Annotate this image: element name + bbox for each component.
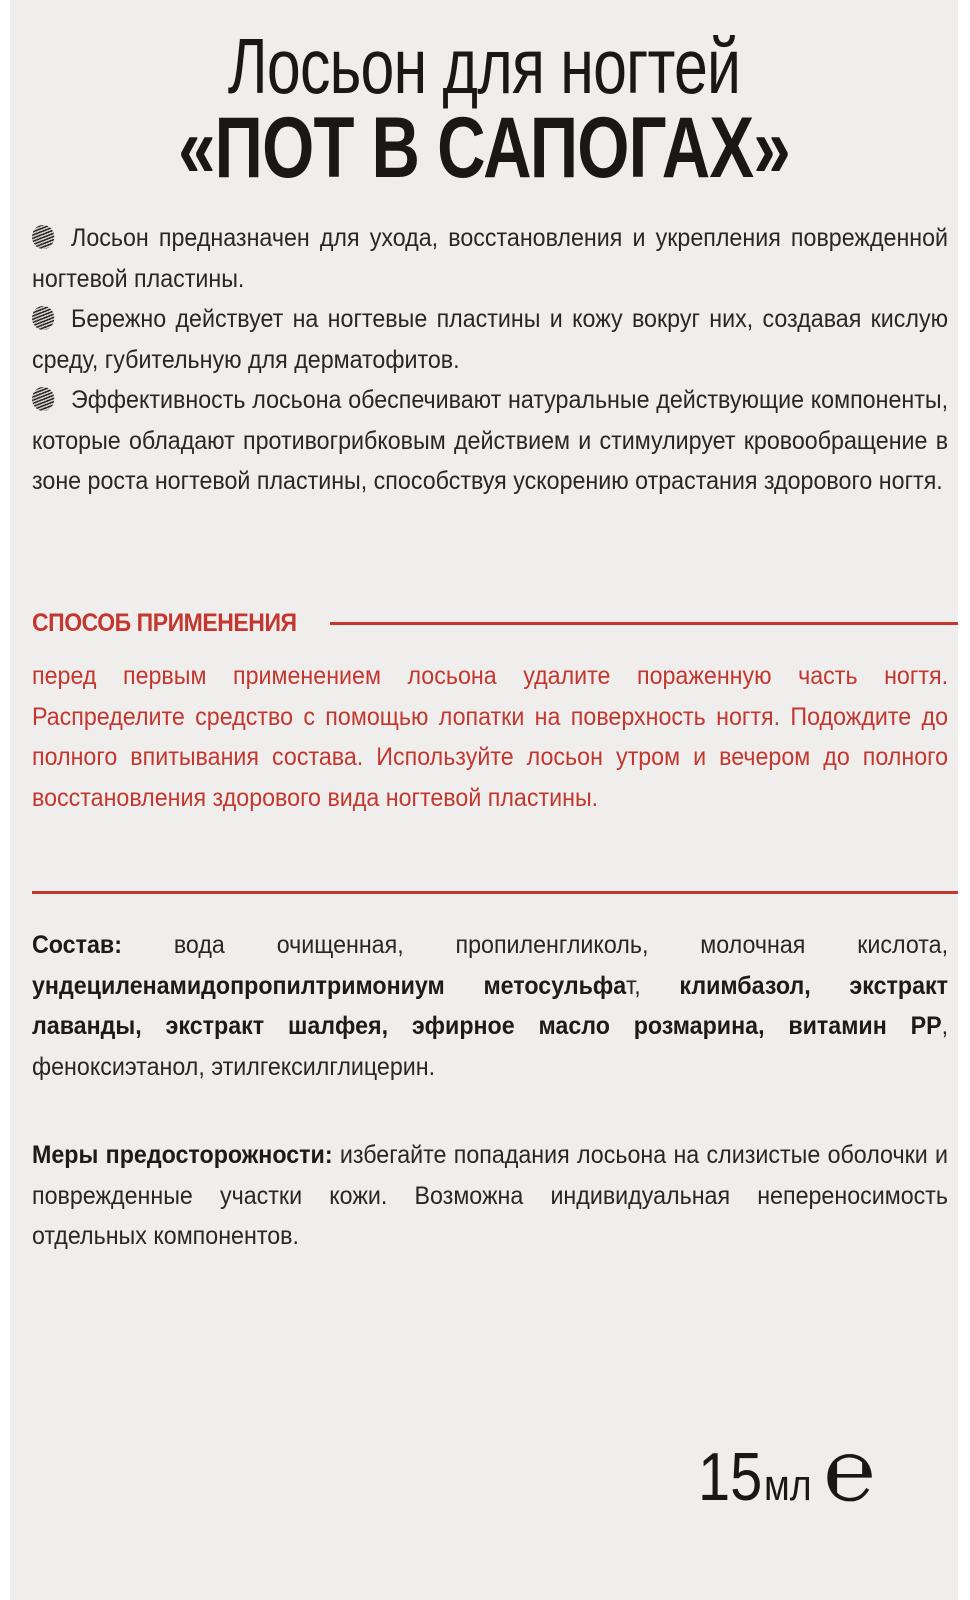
composition: Состав: вода очищенная, пропиленгликоль, молочная кислота, ундециленамидопропилтримониум метосульфат, климбазол, экстракт лаванды, экстракт шалфея, эфирное масло розмарина, витамин PP, феноксиэтанол, этилгексилглицерин. (32, 931, 949, 1081)
hatched-circle-bullet-icon (32, 387, 54, 411)
usage-heading-label: СПОСОБ ПРИМЕНЕНИЯ (32, 608, 297, 637)
estimated-sign-icon: ℮ (823, 1421, 876, 1521)
label-panel (10, 0, 958, 1600)
product-title-line1: Лосьон для ногтей (227, 22, 741, 110)
precautions: Меры предосторожности: избегайте попадания лосьона на слизистые оболочки и поврежденные участки кожи. Возможна индивидуальная непереносимость отдельных компонентов. (32, 1141, 949, 1250)
description-bullet-3: Эффективность лосьона обеспечивают натуральные действующие компоненты, которые обладают противогрибковым действием и стимулирует кровообращение в зоне роста ногтевой пластины, способствуя ускорению отрастания здорового ногтя. (32, 386, 949, 495)
heading-rule (330, 622, 958, 625)
volume-mark (698, 1421, 876, 1521)
description-bullet-1: Лосьон предназначен для ухода, восстановления и укрепления поврежденной ногтевой пластины. (32, 224, 949, 293)
usage-text: перед первым применением лосьона удалите пораженную часть ногтя. Распределите средство с помощью лопатки на поверхность ногтя. Подождите до полного впитывания состава. Используйте лосьон утром и вечером до полного восстановления здорового вида ногтевой пластины. (32, 662, 949, 812)
hatched-circle-bullet-icon (32, 225, 54, 249)
description-bullet-2: Бережно действует на ногтевые пластины и кожу вокруг них, создавая кислую среду, губительную для дерматофитов. (32, 305, 949, 374)
volume-amount: 15 (698, 1439, 763, 1515)
composition-label: Состав: (32, 931, 122, 959)
section-divider (32, 891, 958, 894)
precautions-label: Меры предосторожности: (32, 1141, 333, 1169)
product-title (114, 22, 853, 196)
volume-unit: мл (763, 1461, 812, 1510)
description (32, 218, 948, 502)
usage-heading (32, 606, 958, 640)
product-title-line2: «ПОТ В САПОГАХ» (178, 100, 790, 196)
hatched-circle-bullet-icon (32, 306, 54, 330)
